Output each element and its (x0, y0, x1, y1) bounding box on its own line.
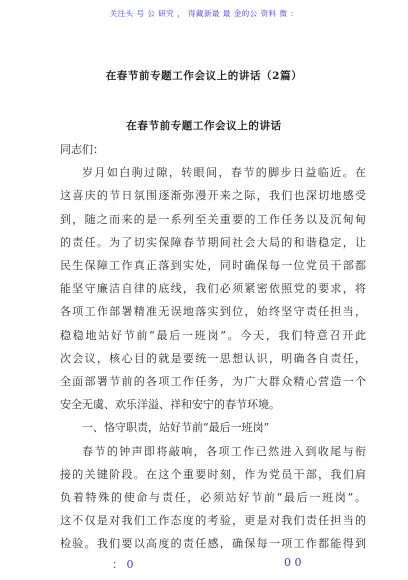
paragraph-line: 这喜庆的节日氛围逐渐弥漫开来之际，我们也深切地感受 (60, 189, 366, 203)
salutation: 同志们： (60, 143, 104, 156)
section-title: 在春节前专题工作会议上的讲话 (126, 120, 282, 132)
paragraph-line: 岁月如白驹过隙，转眼间，春节的脚步日益临近。在 (82, 166, 366, 180)
paragraph-line: 负着特殊的使命与责任，必须站好节前“最后一班岗”。 (60, 491, 366, 505)
paragraph-line: 接的关键阶段。在这个重要时刻，作为党员干部，我们肩 (60, 467, 366, 481)
paragraph-line: 春节的钟声即将敲响，各项工作已然进入到收尾与衔 (82, 444, 366, 458)
footer-left-text: ： 0 (112, 558, 134, 571)
document-title: 在春节前专题工作会议上的讲话（2篇） (105, 70, 303, 82)
paragraph-line: 安全无虞、欢乐洋溢、祥和安宁的春节环境。 (60, 398, 280, 412)
paragraph-line: 次会议，核心目的就是要统一思想认识，明确各自责任， (60, 351, 366, 365)
paragraph-line: 检验。我们要以高度的责任感，确保每一项工作都能得到 (60, 537, 366, 551)
header-watermark-line: 关注头 号 公 研究 ， 得藏新最 最 金的公 资料 微 ： (109, 9, 299, 18)
paragraph-line: 到，随之而来的是一系列至关重要的工作任务以及沉甸甸 (60, 212, 366, 226)
paragraph-line: 稳稳地站好节前“最后一班岗”。今天，我们特意召开此 (60, 328, 366, 342)
paragraph-line: 各项工作部署精准无误地落实到位，始终坚守责任担当， (60, 305, 366, 319)
paragraph-line: 全面部署节前的各项工作任务，为广大群众精心营造一个 (60, 375, 366, 389)
body-text (60, 138, 366, 556)
subheading: 一、恪守职责，站好节前“最后一班岗” (82, 421, 270, 435)
paragraph-line: 的责任。为了切实保障春节期间社会大局的和谐稳定，让 (60, 235, 366, 249)
paragraph-line: 能坚守廉洁自律的底线，我们必须紧密依照党的要求，将 (60, 282, 366, 296)
footer-right-text: 0 0 (284, 556, 302, 569)
paragraph-line: 这不仅是对我们工作态度的考验，更是对我们责任担当的 (60, 514, 366, 528)
paragraph-line: 民生保障工作真正落到实处，同时确保每一位党员干部都 (60, 259, 366, 273)
